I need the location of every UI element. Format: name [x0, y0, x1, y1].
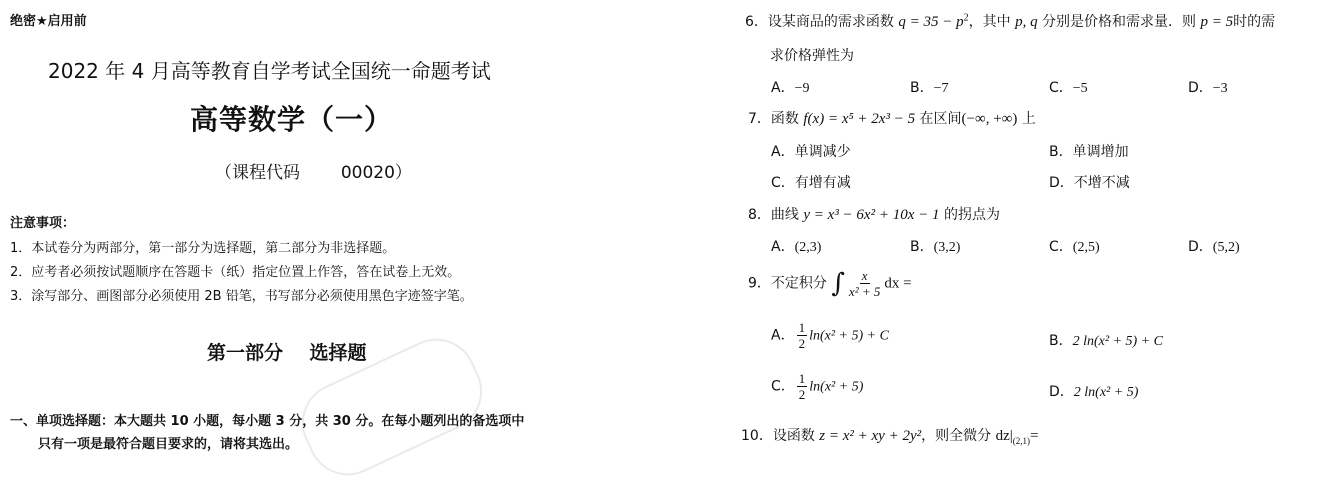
subject-title: 高等数学（一）	[190, 103, 394, 136]
option-c: C．−5	[1049, 80, 1088, 96]
part-title: 第一部分 选择题	[207, 342, 367, 364]
math-expression: y = x³ − 6x² + 10x − 1	[803, 207, 940, 223]
question-text: 上	[1021, 111, 1036, 127]
question-text: 时的需	[1233, 14, 1276, 30]
math-expression: f(x) = x⁵ + 2x³ − 5	[803, 111, 916, 127]
question-number: 9．	[748, 275, 771, 292]
math-expression: z = x² + xy + 2y²	[819, 428, 922, 444]
question-9	[748, 268, 912, 299]
exam-title: 2022 年 4 月高等教育自学考试全国统一命题考试	[48, 59, 491, 83]
question-text: 分别是价格和需求量．则	[1042, 14, 1197, 30]
option-d: D．(5,2)	[1188, 239, 1240, 255]
math-expression: p, q	[1015, 14, 1038, 30]
option-d: D．不增不减	[1049, 175, 1130, 191]
notice-heading: 注意事项：	[10, 216, 76, 231]
secret-label: 绝密★启用前	[10, 14, 87, 29]
question-text: 设函数	[772, 428, 815, 444]
question-7	[748, 108, 1036, 128]
option-c: C．(2,5)	[1049, 239, 1100, 255]
question-text: 设某商品的需求函数	[767, 14, 894, 30]
notice-item: 1．本试卷分为两部分，第一部分为选择题，第二部分为非选择题。	[10, 241, 396, 256]
question-number: 8．	[748, 207, 771, 223]
question-10	[741, 425, 1038, 446]
question-8	[748, 204, 1000, 224]
question-text: 函数	[770, 111, 799, 127]
option-d: D．−3	[1188, 80, 1228, 96]
section-instructions-line1: 一、单项选择题：本大题共 10 小题，每小题 3 分，共 30 分。在每小题列出的备选项中	[10, 414, 525, 429]
option-a: A．−9	[771, 80, 810, 96]
option-c: C．有增有减	[771, 175, 851, 191]
question-number: 10．	[741, 428, 773, 444]
question-text: 曲线	[770, 207, 799, 223]
fraction: $\frac{x}{\text{x² + 5}}$	[848, 268, 881, 299]
option-b: B．2 ln(x² + 5) + C	[1049, 333, 1163, 349]
math-expression: dz|	[995, 428, 1013, 444]
question-number: 7．	[748, 111, 771, 127]
math-expression: (−∞, +∞)	[961, 111, 1018, 127]
option-a: A．(2,3)	[771, 239, 822, 255]
course-code-label: （课程代码	[215, 163, 300, 183]
option-b: B．−7	[910, 80, 949, 96]
math-expression: dx =	[884, 275, 912, 292]
math-expression: p = 5	[1200, 14, 1234, 30]
question-text: 不定积分	[770, 275, 827, 292]
section-instructions-line2: 只有一项是最符合题目要求的，请将其选出。	[38, 437, 299, 452]
question-6	[745, 11, 1275, 31]
integral-sign: ∫	[831, 268, 845, 299]
option-a: A． $\frac{1}{2}$ ln(x² + 5) + C	[771, 320, 889, 351]
question-text: ，则全微分	[921, 428, 992, 444]
option-c: C． $\frac{1}{2}$ ln(x² + 5)	[771, 371, 864, 402]
question-text: 的拐点为	[943, 207, 1000, 223]
question-text: 在区间	[919, 111, 962, 127]
course-code-line	[215, 158, 412, 183]
notice-item: 2．应考者必须按试题顺序在答题卡（纸）指定位置上作答，答在试卷上无效。	[10, 265, 461, 280]
option-a: A．单调减少	[771, 144, 851, 160]
notice-item: 3．涂写部分、画图部分必须使用 2B 铅笔，书写部分必须使用黑色字迹签字笔。	[10, 289, 473, 304]
question-text: ，其中	[968, 14, 1011, 30]
course-code: 00020）	[340, 163, 412, 183]
math-subscript: (2,1)	[1012, 435, 1030, 446]
option-b: B．单调增加	[1049, 144, 1129, 160]
option-d: D．2 ln(x² + 5)	[1049, 384, 1139, 400]
option-b: B．(3,2)	[910, 239, 961, 255]
math-expression: q = 35 − p	[898, 14, 964, 30]
math-superscript: 2	[963, 12, 969, 24]
question-number: 6．	[745, 14, 768, 30]
question-6-continued: 求价格弹性为	[770, 48, 854, 64]
math-expression: =	[1030, 428, 1039, 444]
